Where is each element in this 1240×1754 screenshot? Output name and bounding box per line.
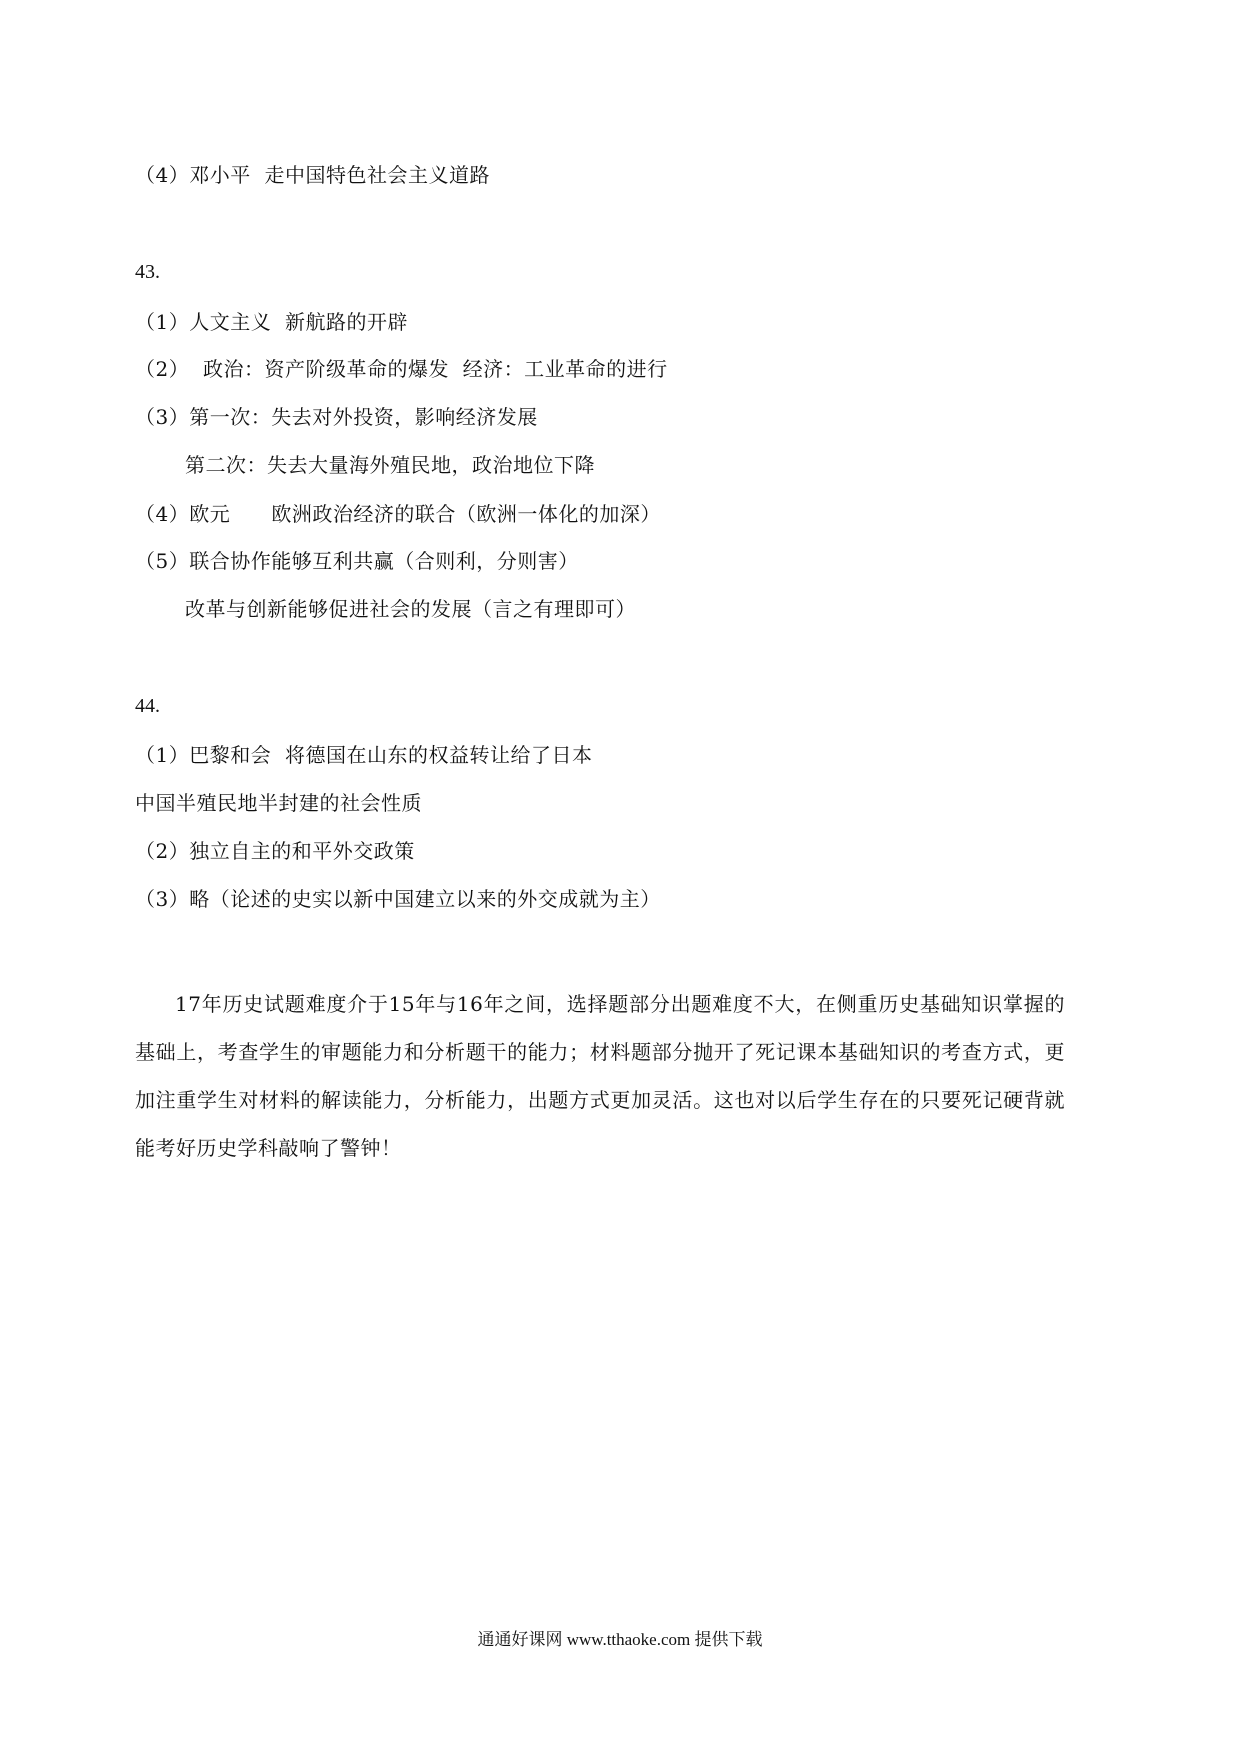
answer-43-part-5-first: （5）联合协作能够互利共赢（合则利，分则害） [135,549,579,573]
answer-44-part-2: （2）独立自主的和平外交政策 [135,839,415,863]
answer-43-part-1: （1）人文主义 新航路的开辟 [135,310,408,334]
question-44-number: 44. [135,695,160,717]
summary-paragraph: 17年历史试题难度介于15年与16年之间，选择题部分出题难度不大，在侧重历史基础知识掌握的基础上，考查学生的审题能力和分析题干的能力；材料题部分抛开了死记课本基础知识的考查方式，更加注重学生对材料的解读能力，分析能力，出题方式更加灵活。这也对以后学生存在的只要死记硬背就能考好历史学科敲响了警钟！ [135,992,1065,1160]
answer-43-part-4: （4）欧元 欧洲政治经济的联合（欧洲一体化的加深） [135,502,661,526]
answer-43-part-2: （2） 政治：资产阶级革命的爆发 经济：工业革命的进行 [135,357,668,381]
question-43-number: 43. [135,261,160,283]
answer-43-part-3-first: （3）第一次：失去对外投资，影响经济发展 [135,405,538,429]
answer-43-part-5-second: 改革与创新能够促进社会的发展（言之有理即可） [185,597,636,621]
answer-43-part-3-second: 第二次：失去大量海外殖民地，政治地位下降 [185,453,595,477]
answer-42-part-4: （4）邓小平 走中国特色社会主义道路 [135,163,490,187]
answer-44-part-1-continued: 中国半殖民地半封建的社会性质 [135,791,422,815]
answer-44-part-1: （1）巴黎和会 将德国在山东的权益转让给了日本 [135,743,593,767]
footer-text: 通通好课网 www.tthaoke.com 提供下载 [477,1630,763,1649]
answer-44-part-3: （3）略（论述的史实以新中国建立以来的外交成就为主） [135,887,661,911]
